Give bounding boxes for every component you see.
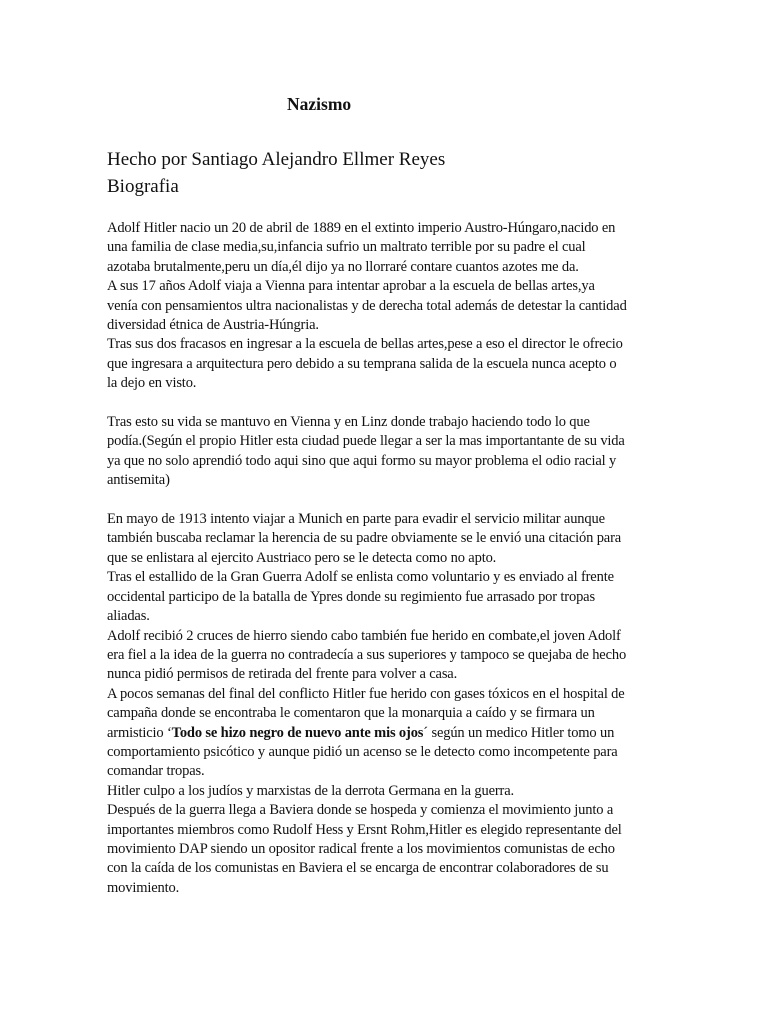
- text-line: con la caída de los comunistas en Baviera el se encarga de encontrar colaboradores de su: [107, 860, 609, 877]
- text-line: antisemita): [107, 472, 170, 489]
- section-heading: Biografia: [107, 176, 179, 197]
- text-line: Adolf Hitler nacio un 20 de abril de 1889 en el extinto imperio Austro-Húngaro,nacido en: [107, 220, 616, 236]
- paragraph-gap: [107, 491, 667, 510]
- document-body: [107, 219, 667, 898]
- text-line: Después de la guerra llega a Baviera donde se hospeda y comienza el movimiento junto a: [107, 802, 614, 819]
- text-line: nunca pidió permisos de retirada del frente para volver a casa.: [107, 666, 458, 683]
- text-line: podía.(Según el propio Hitler esta ciudad puede llegar a ser la mas importantante de su vida: [107, 433, 625, 450]
- document-title: Nazismo: [287, 94, 352, 114]
- quote-suffix: ´ según un medico Hitler tomo un: [423, 724, 615, 741]
- text-line: A pocos semanas del final del conflicto Hitler fue herido con gases tóxicos en el hospital de: [107, 685, 625, 702]
- text-line: también buscaba reclamar la herencia de su padre obviamente se le envió una citación para: [107, 530, 622, 547]
- text-line: ya que no solo aprendió todo aqui sino que aqui formo su mayor problema el odio racial y: [107, 452, 617, 469]
- text-line-with-quote: [107, 724, 667, 743]
- text-line: Tras sus dos fracasos en ingresar a la escuela de bellas artes,pese a eso el director le ofrecio: [107, 336, 623, 353]
- text-line: movimiento DAP siendo un opositor radical frente a los movimientos comunistas de echo: [107, 840, 615, 857]
- text-line: la dejo en visto.: [107, 375, 197, 392]
- text-line: Tras esto su vida se mantuvo en Vienna y en Linz donde trabajo haciendo todo lo que: [107, 414, 590, 431]
- text-line: que ingresara a arquitectura pero debido a su temprana salida de la escuela nunca acepto o: [107, 355, 617, 372]
- text-line: comportamiento psicótico y aunque pidió un acenso se le detecto como incompetente para: [107, 743, 618, 760]
- text-line: diversidad étnica de Austria-Húngria.: [107, 317, 319, 334]
- text-line: movimiento.: [107, 879, 180, 896]
- text-line: En mayo de 1913 intento viajar a Munich en parte para evadir el servicio militar aunque: [107, 511, 605, 528]
- author-line: Hecho por Santiago Alejandro Ellmer Reyes: [107, 149, 446, 170]
- text-line: una familia de clase media,su,infancia sufrio un maltrato terrible por su padre el cual: [107, 239, 586, 256]
- text-line: Tras el estallido de la Gran Guerra Adolf se enlista como voluntario y es enviado al frente: [107, 569, 614, 586]
- text-line: occidental participo de la batalla de Ypres donde su regimiento fue arrasado por tropas: [107, 588, 595, 605]
- text-line: venía con pensamientos ultra nacionalistas y de derecha total además de detestar la cantidad: [107, 297, 627, 314]
- text-line: azotaba brutalmente,peru un día,él dijo ya no llorraré contare cuantos azotes me da.: [107, 258, 579, 275]
- text-line: A sus 17 años Adolf viaja a Vienna para intentar aprobar a la escuela de bellas artes,ya: [107, 278, 595, 295]
- paragraph-gap: [107, 394, 667, 413]
- text-line: campaña donde se encontraba le comentaron que la monarquia a caído y se firmara un: [107, 705, 595, 722]
- quote-prefix: armisticio ‘: [107, 724, 172, 741]
- bold-quote: Todo se hizo negro de nuevo ante mis ojos: [171, 724, 424, 741]
- text-line: aliadas.: [107, 608, 150, 625]
- text-line: comandar tropas.: [107, 763, 205, 780]
- text-line: era fiel a la idea de la guerra no contradecía a sus superiores y tampoco se quejaba de hecho: [107, 646, 627, 663]
- text-line: Adolf recibió 2 cruces de hierro siendo cabo también fue herido en combate,el joven Adolf: [107, 627, 621, 644]
- text-line: importantes miembros como Rudolf Hess y Ersnt Rohm,Hitler es elegido representante del: [107, 821, 622, 838]
- text-line: que se enlistara al ejercito Austriaco pero se le detecta como no apto.: [107, 549, 497, 566]
- text-line: Hitler culpo a los judíos y marxistas de la derrota Germana en la guerra.: [107, 782, 514, 799]
